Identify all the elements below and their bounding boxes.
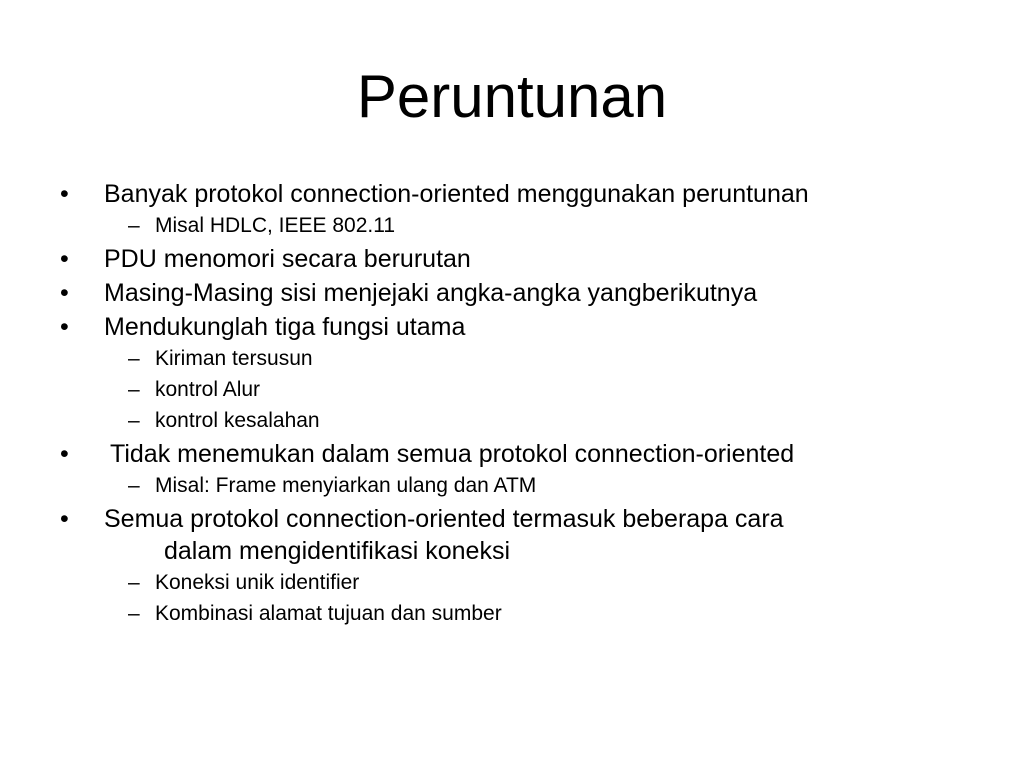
bullet-item: [0, 503, 1024, 567]
bullet-text: Mendukunglah tiga fungsi utama: [104, 313, 466, 341]
sub-bullet-marker: –: [128, 571, 140, 594]
bullet-continuation-text: dalam mengidentifikasi koneksi: [164, 537, 511, 565]
bullet-text: Tidak menemukan dalam semua protokol connection-oriented: [110, 440, 795, 468]
sub-bullet-text: kontrol Alur: [155, 378, 261, 401]
sub-bullet-text: Kiriman tersusun: [155, 347, 313, 370]
sub-bullet-marker: –: [128, 409, 140, 432]
sub-bullet-text: Koneksi unik identifier: [155, 571, 360, 594]
bullet-marker: •: [60, 245, 69, 273]
slide-title: Peruntunan: [356, 63, 668, 130]
sub-bullet-text: Misal: Frame menyiarkan ulang dan ATM: [155, 474, 537, 497]
bullet-text: PDU menomori secara berurutan: [104, 245, 471, 273]
bullet-item: [0, 243, 1024, 275]
bullet-text: Banyak protokol connection-oriented menggunakan peruntunan: [104, 180, 809, 208]
sub-bullet-marker: –: [128, 378, 140, 401]
bullet-marker: •: [60, 180, 69, 208]
sub-bullet-marker: –: [128, 347, 140, 370]
bullet-marker: •: [60, 313, 69, 341]
bullet-text: Semua protokol connection-oriented termasuk beberapa cara: [104, 505, 784, 533]
sub-bullet-text: Kombinasi alamat tujuan dan sumber: [155, 602, 502, 625]
sub-bullet-item: [0, 472, 1024, 500]
sub-bullet-text: Misal HDLC, IEEE 802.11: [155, 214, 396, 237]
bullet-list: [0, 178, 1024, 631]
bullet-item: [0, 438, 1024, 470]
sub-bullet-item: [0, 212, 1024, 240]
sub-bullet-marker: –: [128, 602, 140, 625]
bullet-marker: •: [60, 505, 69, 533]
sub-bullet-marker: –: [128, 214, 140, 237]
bullet-marker: •: [60, 279, 69, 307]
sub-bullet-item: [0, 600, 1024, 628]
bullet-text: Masing-Masing sisi menjejaki angka-angka yangberikutnya: [104, 279, 758, 307]
sub-bullet-item: [0, 376, 1024, 404]
sub-bullet-item: [0, 407, 1024, 435]
sub-bullet-marker: –: [128, 474, 140, 497]
bullet-item: [0, 311, 1024, 343]
bullet-item: [0, 178, 1024, 210]
sub-bullet-item: [0, 345, 1024, 373]
bullet-marker: •: [60, 440, 69, 468]
sub-bullet-text: kontrol kesalahan: [155, 409, 320, 432]
bullet-item: [0, 277, 1024, 309]
sub-bullet-item: [0, 569, 1024, 597]
